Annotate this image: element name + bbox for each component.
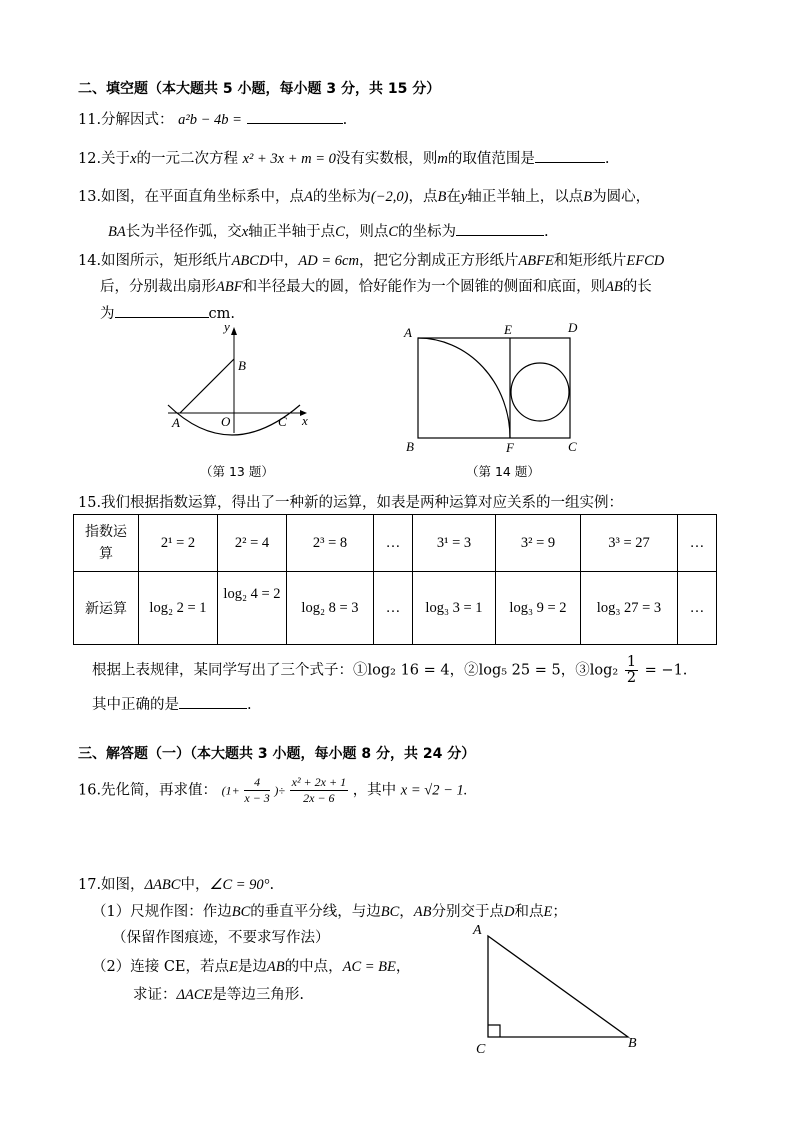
fig17-triangle (488, 936, 628, 1037)
q13-point-B: B (437, 189, 447, 205)
q16-f2-num: x² + 2x + 1 (291, 775, 347, 789)
q14-answer-blank[interactable] (115, 305, 209, 318)
q13-answer-blank[interactable] (456, 223, 544, 236)
fig13-label-C: C (278, 414, 287, 429)
fig14-label-F: F (506, 440, 514, 455)
q14-text-f: 和半径最大的圆，恰好能作为一个圆锥的侧面和底面，则 (242, 279, 606, 295)
q15-after-text-b: = −1. (644, 662, 688, 679)
table-cell: … (678, 572, 717, 645)
table-cell: … (374, 572, 413, 645)
q13-coord: (−2,0) (370, 189, 409, 205)
q14-text-b: 中， (269, 253, 299, 269)
section3-heading: 三、解答题（一）（本大题共 3 小题，每小题 8 分，共 24 分） (78, 746, 476, 762)
q12-var-x: x (130, 151, 137, 167)
q13-text-f: 为圆心， (592, 189, 651, 205)
q17-point-E2: E (229, 959, 238, 975)
q14-text-c: ，把它分割成正方形纸片 (358, 253, 519, 269)
q12-prefix: 12.关于 (78, 151, 131, 167)
q16-condition: x = √2 − 1. (400, 782, 468, 799)
q16-prefix: 16.先化简，再求值： (78, 782, 218, 799)
fig13-label-x: x (302, 413, 308, 428)
table-cell: 2³ = 8 (287, 515, 374, 572)
q12-mid2: 没有实数根，则 (335, 151, 438, 167)
q12-var-m: m (437, 151, 448, 167)
table-cell: log₂ 8 = 3 (287, 572, 374, 645)
q13-point-C: C (335, 224, 345, 240)
q15-after-text-2: 其中正确的是 (92, 697, 179, 713)
q12-answer-blank[interactable] (535, 150, 605, 163)
fig14-label-C: C (568, 439, 577, 454)
row1-head-line1: 指数运 (85, 524, 127, 540)
q15-frac-den: 2 (626, 670, 637, 686)
q16-f1-den: x − 3 (244, 791, 270, 805)
question-14-line2 (100, 275, 652, 296)
q17-text-b: 中， (180, 877, 210, 893)
q15-after-line1 (92, 655, 687, 686)
fig17-right-angle-mark (488, 1025, 500, 1037)
q14-text-a: 14.如图所示，矩形纸片 (78, 253, 232, 269)
q11-expr: a²b − 4b = (178, 112, 242, 128)
q15-frac-num: 1 (626, 654, 637, 670)
question-14-line3 (100, 302, 235, 323)
q17-note: （保留作图痕迹，不要求写作法） (112, 930, 330, 946)
q17-p3-c: 是等边三角形. (212, 987, 305, 1003)
q13-text-h: 轴正半轴于点 (248, 224, 336, 240)
q17-p1-f: ； (552, 904, 567, 920)
q13-point-A: A (304, 189, 313, 205)
question-14-line1 (78, 249, 664, 270)
q17-triangle: ΔABC (144, 877, 181, 893)
question-16 (78, 775, 467, 806)
q14-text-g: 的长 (622, 279, 652, 295)
q17-p1-b: 的垂直平分线，与边 (250, 904, 381, 920)
fig13-caption: （第 13 题） (200, 464, 274, 479)
q12-mid: 的一元二次方程 (136, 151, 238, 167)
q15-fraction (625, 655, 638, 686)
q16-fraction-1 (244, 775, 269, 806)
figure-17 (465, 918, 650, 1058)
q16-part-a: (1+ (221, 783, 240, 798)
q17-p2-a: （2）连接 CE，若点 (92, 959, 230, 975)
q14-ad: AD = 6cm (298, 253, 359, 269)
fig13-label-A: A (172, 415, 180, 430)
fig14-sector-arc (418, 338, 510, 438)
fig14-label-B: B (406, 439, 414, 454)
q13-text-i: ，则点 (344, 224, 389, 240)
q14-text-i: cm. (208, 306, 235, 322)
q17-p2-d: AC = BE (342, 959, 396, 975)
table-cell: 3³ = 27 (581, 515, 678, 572)
table-cell: 2¹ = 2 (139, 515, 218, 572)
fig14-circle (511, 363, 569, 421)
fig17-label-A: A (473, 923, 482, 938)
q17-seg-AB: AB (413, 904, 432, 920)
q14-text-e: 后，分别裁出扇形 (100, 279, 216, 295)
q17-p3-a: 求证： (133, 987, 177, 1003)
q17-seg-BC2: BC (380, 904, 400, 920)
question-12: 12.关于x的一元二次方程 x² + 3x + m = 0没有实数根，则m的取值范围是 . (78, 151, 610, 167)
figure-13 (160, 325, 320, 440)
table-header-cell (74, 515, 139, 572)
q16-f2-den: 2x − 6 (303, 791, 335, 805)
fig14-label-E: E (504, 322, 512, 337)
table-cell: log₂ 2 = 1 (139, 572, 218, 645)
q17-point-D: D (504, 904, 515, 920)
fig13-label-y: y (224, 325, 230, 334)
table-cell: log₃ 9 = 2 (496, 572, 581, 645)
q17-angle: ∠C = 90° (209, 877, 270, 893)
question-17-part3 (133, 983, 304, 1004)
q17-p3-triangle: ΔACE (176, 987, 213, 1003)
q12-equation: x² + 3x + m = 0 (242, 151, 336, 167)
q11-answer-blank[interactable] (247, 111, 343, 124)
table-cell: log₃ 27 = 3 (581, 572, 678, 645)
q14-text-h: 为 (100, 306, 115, 322)
q17-p2-b: 是边 (237, 959, 267, 975)
fig13-y-arrow (231, 327, 237, 335)
q16-part-c: ，其中 (352, 782, 397, 799)
q16-fraction-2 (290, 775, 348, 806)
fig13-label-O: O (221, 414, 231, 429)
table-cell: 2² = 4 (218, 515, 287, 572)
q13-axis-y: y (460, 189, 468, 205)
question-13-line2: BA长为半径作弧，交x轴正半轴于点C，则点C的坐标为 . (108, 224, 549, 240)
fig13-label-B: B (238, 358, 246, 373)
figure-14 (400, 320, 590, 455)
q14-text-d: 和矩形纸片 (553, 253, 627, 269)
table-cell: … (374, 515, 413, 572)
q12-suffix: 的取值范围是 (447, 151, 535, 167)
q17-seg-BC: BC (231, 904, 251, 920)
q16-part-b: )÷ (274, 783, 286, 798)
question-11: 11.分解因式： a²b − 4b = . (78, 112, 348, 128)
q14-rect2: EFCD (626, 253, 665, 269)
q13-text-j: 的坐标为 (398, 224, 456, 240)
row1-head-line2: 算 (99, 546, 113, 562)
q11-text: 11.分解因式： (78, 112, 174, 128)
table-row (74, 515, 717, 572)
q13-point-C2: C (388, 224, 398, 240)
q15-intro: 15.我们根据指数运算，得出了一种新的运算，如表是两种运算对应关系的一组实例： (78, 495, 624, 511)
q13-point-B2: B (583, 189, 593, 205)
q17-point-E: E (543, 904, 553, 920)
fig14-caption: （第 14 题） (466, 464, 540, 479)
table-cell: 3¹ = 3 (413, 515, 496, 572)
q17-text-c: . (269, 877, 275, 893)
fig13-segment-AB (180, 359, 234, 413)
q14-square: ABFE (518, 253, 554, 269)
question-17-part2 (92, 955, 410, 976)
q13-text-a: 13.如图，在平面直角坐标系中，点 (78, 189, 305, 205)
q17-p1-d: 分别交于点 (431, 904, 505, 920)
q17-seg-AB2: AB (266, 959, 285, 975)
question-13-line1 (78, 185, 650, 206)
fig17-label-B: B (628, 1036, 637, 1051)
table-cell: log₂ 4 = 2 (218, 572, 287, 645)
q13-text-b: 的坐标为 (312, 189, 371, 205)
q13-text-d: 在 (446, 189, 461, 205)
q14-seg-AB: AB (605, 279, 623, 295)
q15-answer-blank[interactable] (179, 696, 247, 709)
q13-seg-BA: BA (108, 224, 126, 240)
table-cell: log₃ 3 = 1 (413, 572, 496, 645)
q17-p1-e: 和点 (514, 904, 544, 920)
q13-text-g: 长为半径作弧，交 (125, 224, 242, 240)
q16-f1-num: 4 (244, 775, 269, 791)
q15-after-line2: 其中正确的是 . (92, 697, 252, 713)
fig14-label-A: A (404, 325, 412, 340)
q17-p2-e: ， (395, 959, 411, 975)
q17-p1-a: （1）尺规作图：作边 (92, 904, 232, 920)
table-row (74, 572, 717, 645)
table-header-cell: 新运算 (74, 572, 139, 645)
q15-after-text: 根据上表规律，某同学写出了三个式子：①log₂ 16 = 4，②log₅ 25 = 5，③log₂ (92, 662, 619, 679)
table-cell: … (678, 515, 717, 572)
question-17-line1 (78, 873, 274, 894)
q13-text-c: ，点 (408, 189, 438, 205)
fig14-label-D: D (568, 320, 578, 335)
q13-text-e: 轴正半轴上，以点 (467, 189, 584, 205)
fig17-label-C: C (476, 1042, 486, 1057)
q15-table (73, 514, 717, 645)
fig14-rectangle (418, 338, 570, 438)
table-cell: 3² = 9 (496, 515, 581, 572)
section2-heading: 二、填空题（本大题共 5 小题，每小题 3 分，共 15 分） (78, 81, 441, 97)
q14-sector: ABF (216, 279, 243, 295)
q17-p2-c: 的中点， (284, 959, 343, 975)
q17-p1-c: ， (399, 904, 414, 920)
q14-rect: ABCD (231, 253, 270, 269)
q13-axis-x: x (241, 224, 249, 240)
q17-text-a: 17.如图， (78, 877, 145, 893)
